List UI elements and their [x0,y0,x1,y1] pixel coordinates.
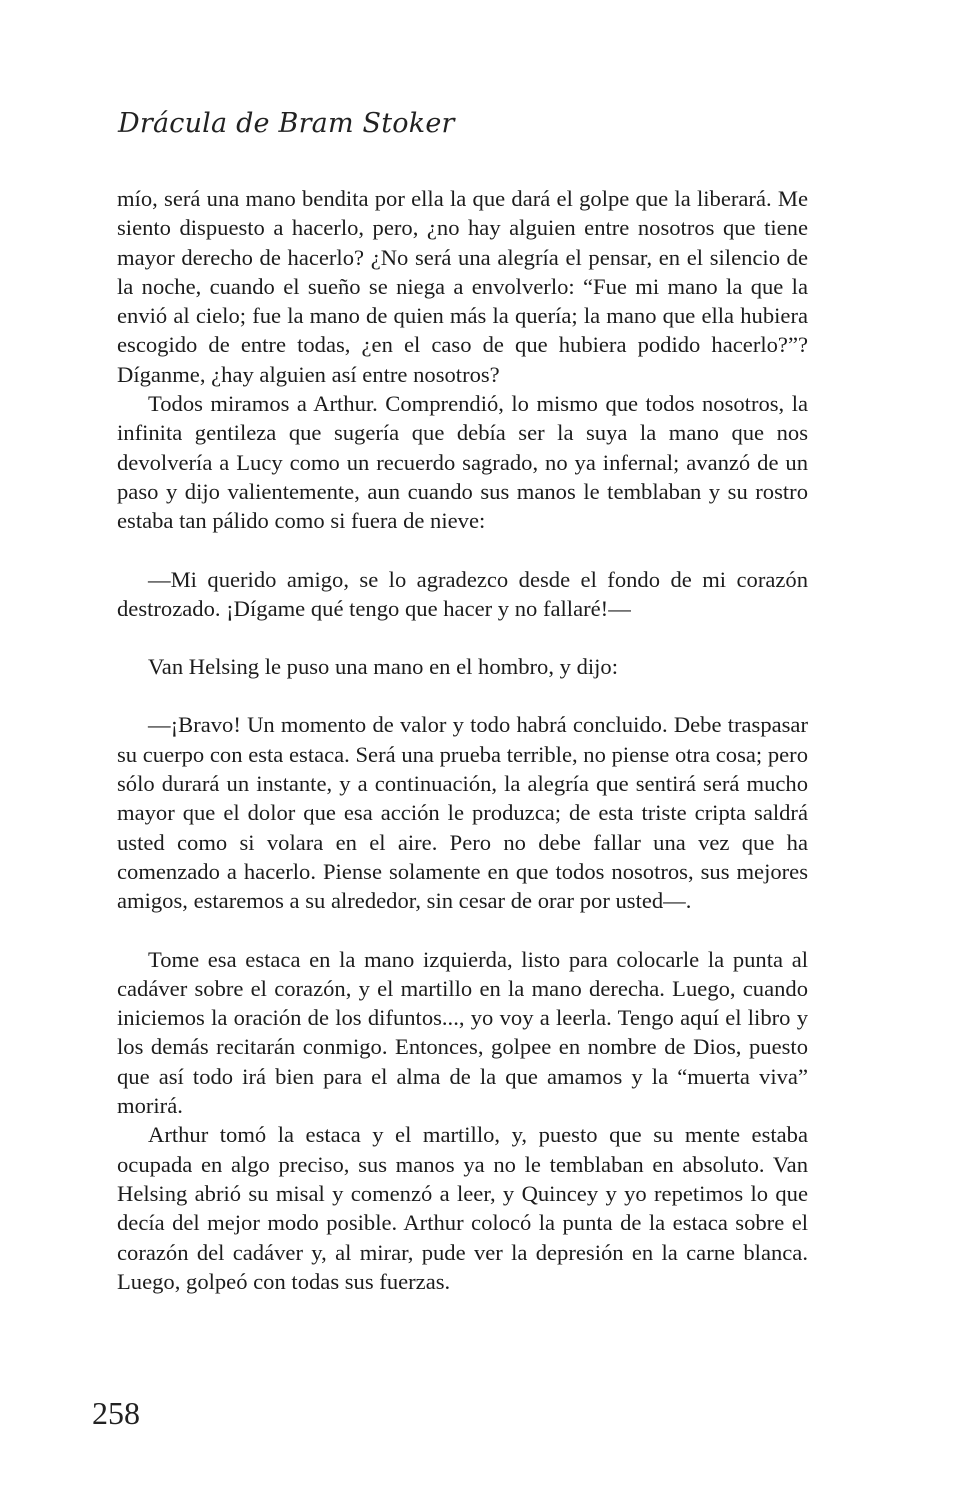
running-header: Drácula de Bram Stoker [118,108,455,139]
body-text [117,184,808,1296]
paragraph-3: —Mi querido amigo, se lo agradezco desde el fondo de mi corazón destrozado. ¡Dígame qué tengo que hacer y no fallaré!— [117,566,808,621]
paragraph-6: Tome esa estaca en la mano izquierda, listo para colocarle la punta al cadáver sobre el corazón, y el martillo en la mano derecha. Luego, cuando iniciemos la oración de los difuntos..., yo voy a leerla. Tengo aquí el libro y los demás recitarán conmigo. Entonces, golpee en nombre de Dios, puesto que así todo irá bien para el alma de la que amamos y la “muerta viva” morirá. [117,946,808,1119]
paragraph-4: Van Helsing le puso una mano en el hombro, y dijo: [148,654,619,680]
page-number: 258 [92,1395,140,1431]
paragraph-1: mío, será una mano bendita por ella la que dará el golpe que la liberará. Me siento dispuesto a hacerlo, pero, ¿no hay alguien entre nosotros que tiene mayor derecho de hacerlo? ¿No será una alegría el pensar, en el silencio de la noche, cuando el sueño se niega a envolverlo: “Fue mi mano la que la envió al cielo; fue la mano de quien más la quería; la mano que ella hubiera escogido de entre todas, ¿en el caso de que hubiera podido hacerlo?”? Díganme, ¿hay alguien así entre nosotros? [117,186,808,387]
paragraph-7: Arthur tomó la estaca y el martillo, y, puesto que su mente estaba ocupada en algo preciso, sus manos ya no le temblaban en absoluto. Van Helsing abrió su misal y comenzó a leer, y Quincey y yo repetimos lo que decía del mejor modo posible. Arthur colocó la punta de la estaca sobre el corazón del cadáver y, al mirar, pude ver la depresión en la carne blanca. Luego, golpeó con todas sus fuerzas. [117,1122,808,1294]
paragraph-5: —¡Bravo! Un momento de valor y todo habrá concluido. Debe traspasar su cuerpo con esta estaca. Será una prueba terrible, no piense otra cosa; pero sólo durará un instante, y a continuación, la alegría que sentirá será mucho mayor que el dolor que esa acción le produzca; de esta triste cripta saldrá usted como si volara en el aire. Pero no debe fallar una vez que ha comenzado a hacerlo. Piense solamente en que todos nosotros, sus mejores amigos, estaremos a su alrededor, sin cesar de orar por usted—. [117,712,808,914]
paragraph-2: Todos miramos a Arthur. Comprendió, lo mismo que todos nosotros, la infinita gentileza que sugería que debía ser la suya la mano que nos devolvería a Lucy como un recuerdo sagrado, no ya infernal; avanzó de un paso y dijo valientemente, aun cuando sus manos le temblaban y su rostro estaba tan pálido como si fuera de nieve: [117,391,808,534]
